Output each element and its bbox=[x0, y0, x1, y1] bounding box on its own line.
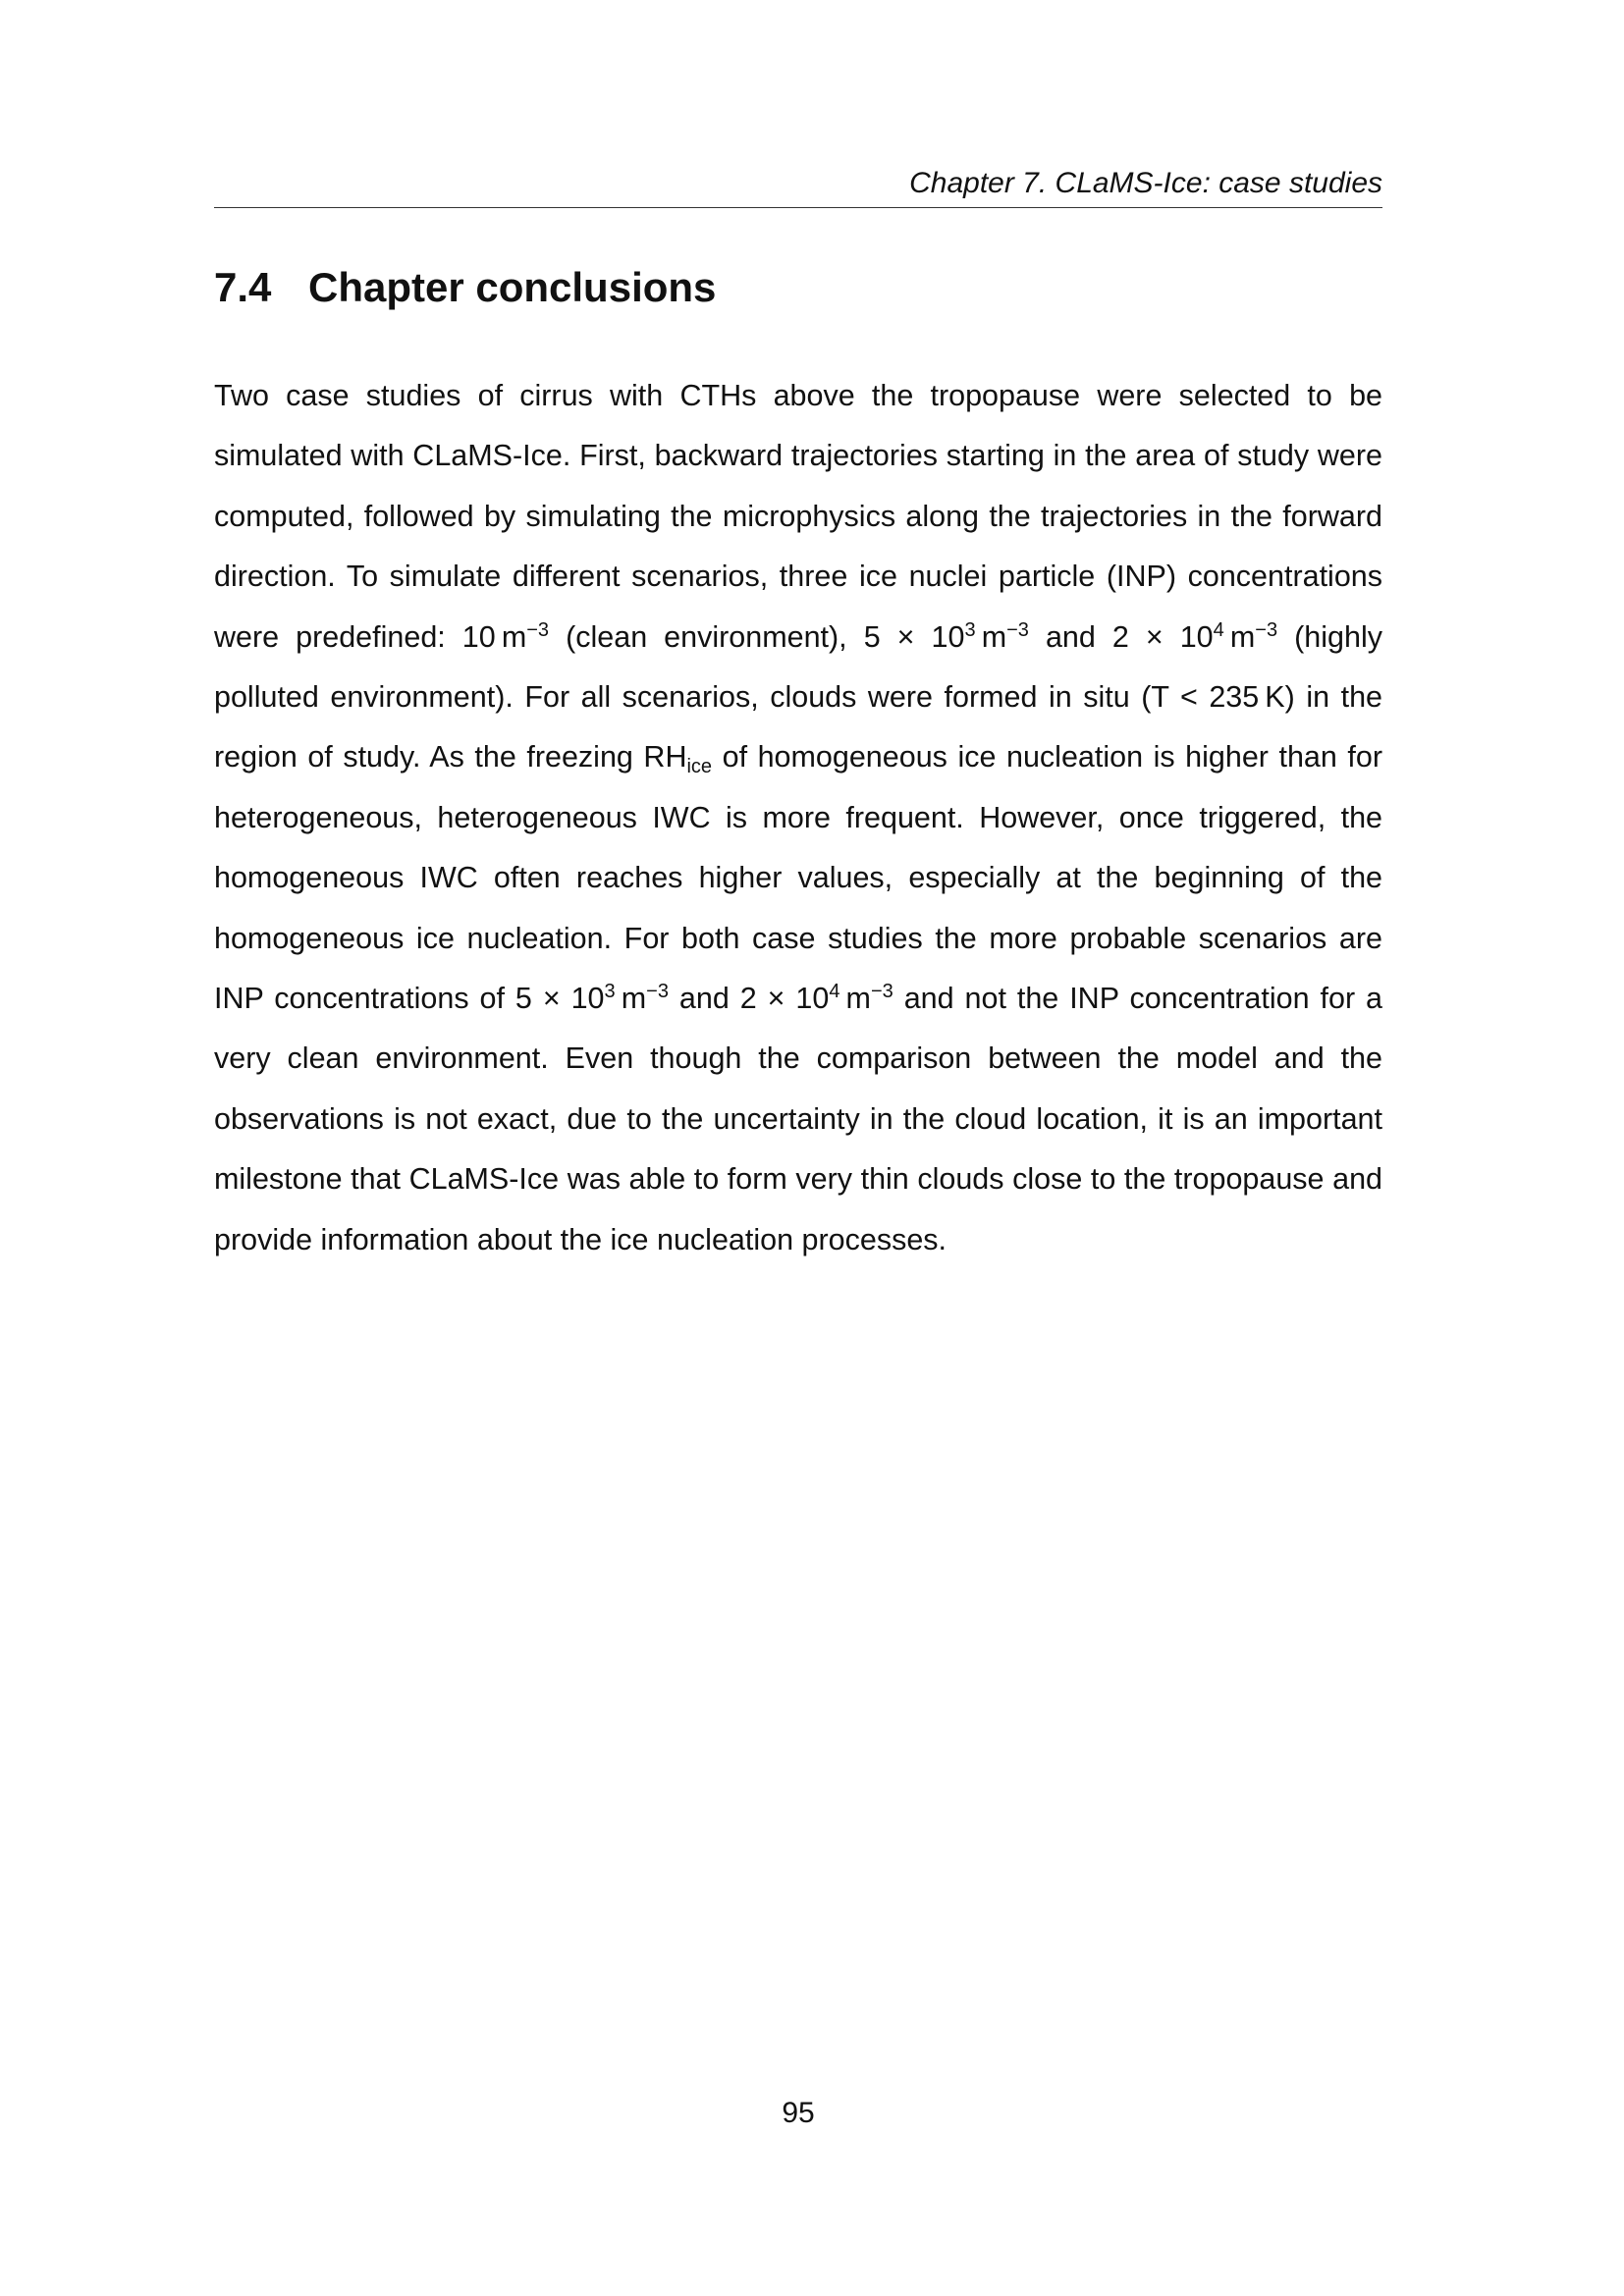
superscript-text: −3 bbox=[526, 618, 550, 641]
superscript-text: 3 bbox=[604, 981, 616, 1003]
page-number: 95 bbox=[782, 2097, 815, 2129]
superscript-text: −3 bbox=[870, 981, 893, 1003]
superscript-text: −3 bbox=[1255, 618, 1278, 641]
superscript-text: 3 bbox=[964, 618, 976, 641]
paragraph-text-run: m bbox=[615, 982, 647, 1016]
running-header bbox=[214, 165, 1382, 202]
paragraph-text-run: and not the INP concentration for a very clean environment. Even though the comparison between the model and the observations is not exact, due to the uncertainty in the cloud location, it is an important milestone that CLaMS-Ice was able to form very thin clouds close to the tropopause and provide information about the ice nucleation processes. bbox=[214, 982, 1382, 1256]
paragraph-text-run: m bbox=[839, 982, 871, 1016]
superscript-text: −3 bbox=[646, 981, 669, 1003]
paragraph-text-run: m bbox=[975, 619, 1007, 654]
paragraph-text-run: (clean environment), 5 × 10 bbox=[549, 619, 965, 654]
paragraph-text-run: m bbox=[1223, 619, 1256, 654]
section-heading bbox=[214, 260, 1382, 315]
paragraph-text-run: (highly polluted environment). For all scenarios, clouds were formed in situ (T < 235 K) in the region of study. As the freezing RH bbox=[214, 619, 1382, 774]
paragraph-text-run: Two case studies of cirrus with CTHs above the tropopause were selected to be simulated with CLaMS-Ice. First, backward trajectories starting in the area of study were computed, followed by simulating the microphysics along the trajectories in the forward direction. To simulate different scenarios, three ice nuclei particle (INP) concentrations were predefined: 10 m bbox=[214, 379, 1382, 654]
running-header-title: Chapter 7. CLaMS-Ice: case studies bbox=[909, 167, 1382, 199]
header-rule bbox=[214, 207, 1382, 208]
subscript-text: ice bbox=[686, 756, 713, 778]
section-number: 7.4 bbox=[214, 264, 272, 310]
section-title: Chapter conclusions bbox=[308, 264, 717, 310]
paragraph-text-run: and 2 × 10 bbox=[668, 982, 830, 1016]
paragraph-text-run: of homogeneous ice nucleation is higher than for heterogeneous, heterogeneous IWC is more frequent. However, once triggered, the homogeneous IWC often reaches higher values, especially at the beginning of the homogeneous ice nucleation. For both case studies the more probable scenarios are INP concentrations of 5 × 10 bbox=[214, 740, 1382, 1016]
paragraph-text-run: and 2 × 10 bbox=[1028, 619, 1214, 654]
superscript-text: −3 bbox=[1006, 618, 1029, 641]
superscript-text: 4 bbox=[829, 981, 840, 1003]
conclusions-paragraph bbox=[214, 366, 1382, 1270]
superscript-text: 4 bbox=[1213, 618, 1224, 641]
